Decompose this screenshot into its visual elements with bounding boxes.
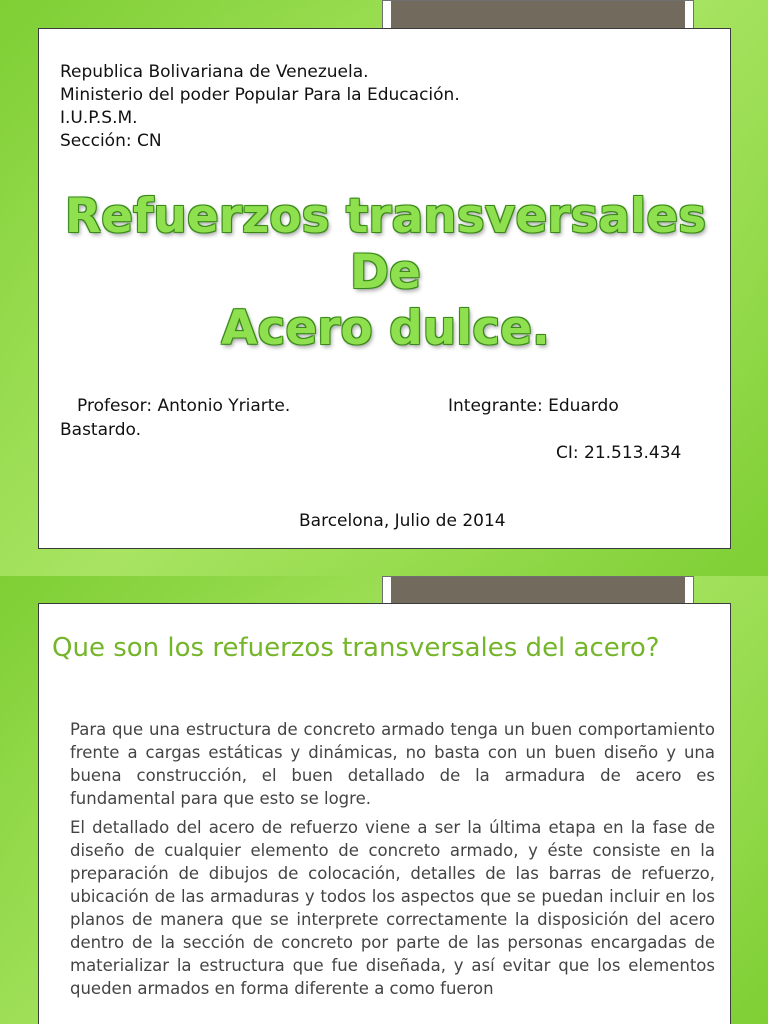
integrante-label: Integrante: Eduardo — [448, 396, 619, 416]
ci-number: CI: 21.513.434 — [556, 443, 682, 463]
header-line-section: Sección: CN — [60, 131, 162, 151]
header-line-ministry: Ministerio del poder Popular Para la Educación. — [60, 85, 460, 105]
content-card — [38, 603, 731, 1024]
cover-title — [39, 189, 732, 357]
slide-2 — [0, 576, 768, 1024]
slide-heading: Que son los refuerzos transversales del acero? — [52, 633, 660, 663]
title-line-3: Acero dulce. — [221, 301, 550, 356]
cover-card — [38, 28, 731, 549]
place-date: Barcelona, Julio de 2014 — [299, 511, 506, 531]
title-line-2: De — [350, 245, 421, 300]
profesor-label: Profesor: Antonio Yriarte. — [77, 396, 291, 416]
header-line-institute: I.U.P.S.M. — [60, 108, 138, 128]
institution-header — [60, 61, 460, 153]
paragraph-2: El detallado del acero de refuerzo viene a ser la última etapa en la fase de diseño de cualquier elemento de concreto armado, y éste consiste en la preparación de dibujos de colocación, detalles de las barras de refuerzo, ubicación de las armaduras y todos los aspectos que se puedan incluir en los planos de manera que se interprete correctamente la disposición del acero dentro de la sección de concreto por parte de las personas encargadas de materializar la estructura que fue diseñada, y así evitar que los elementos queden armados en forma diferente a como fueron — [70, 818, 715, 998]
title-line-1: Refuerzos transversales — [64, 189, 707, 244]
header-line-country: Republica Bolivariana de Venezuela. — [60, 62, 369, 82]
paragraph-1: Para que una estructura de concreto armado tenga un buen comportamiento frente a cargas estáticas y dinámicas, no basta con un buen diseño y una buena construcción, el buen detallado de la armadura de acero es fundamental para que esto se logre. — [70, 720, 715, 808]
integrante-surname: Bastardo. — [60, 420, 142, 440]
